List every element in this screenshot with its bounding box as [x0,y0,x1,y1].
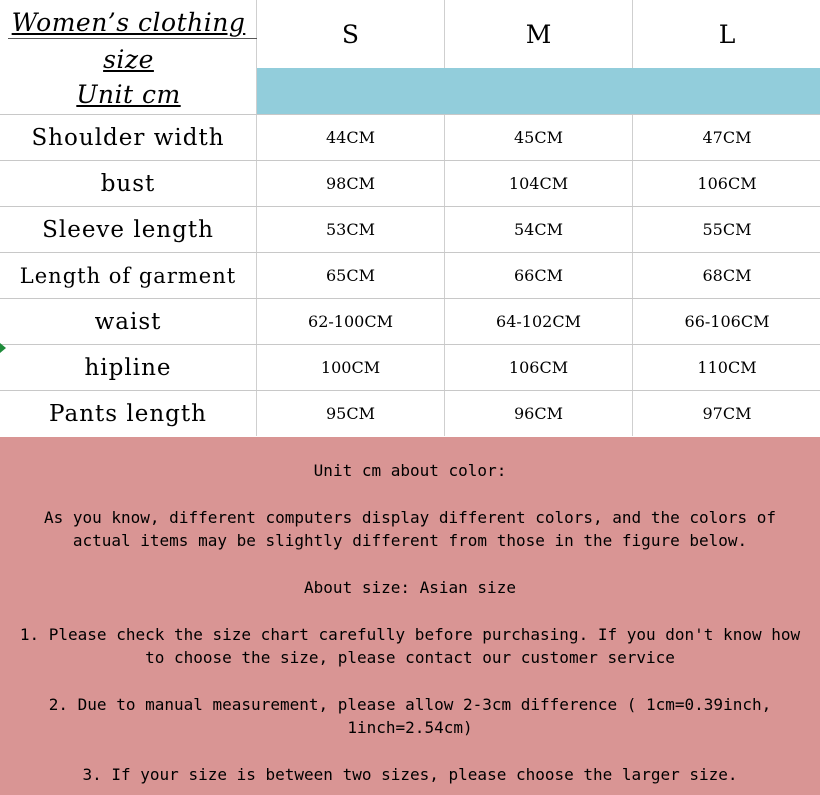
row-label: Sleeve length [0,207,257,252]
size-header-l: L [718,19,736,49]
row-label: waist [0,299,257,344]
table-row [0,298,820,344]
header-band [257,68,820,114]
value-l: 110CM [697,358,757,377]
value-l: 66-106CM [684,312,770,331]
value-m: 45CM [445,115,633,160]
row-label: Pants length [0,391,257,436]
value-s: 44CM [257,115,445,160]
value-m: 104CM [445,161,633,206]
row-label: hipline [0,345,257,390]
row-label: Shoulder width [0,115,257,160]
value-s: 95CM [257,391,445,436]
size-header-m: M [445,0,633,68]
row-label: Length of garment [0,253,257,298]
corner-mark [0,343,6,353]
value-l: 68CM [702,266,752,285]
note-size-heading: About size: Asian size [304,578,516,597]
value-s: 98CM [257,161,445,206]
row-label: bust [0,161,257,206]
table-row [0,252,820,298]
size-header-s: S [257,0,445,68]
value-l: 106CM [697,174,757,193]
table-row [0,114,820,160]
value-s: 100CM [257,345,445,390]
value-m: 96CM [445,391,633,436]
value-l: 97CM [702,404,752,423]
value-m: 66CM [445,253,633,298]
value-s: 53CM [257,207,445,252]
note-2: 2. Due to manual measurement, please allow 2-3cm difference ( 1cm=0.39inch, 1inch=2.54cm) [48,695,772,737]
note-1: 1. Please check the size chart carefully before purchasing. If you don't know how to choose the size, please contact our customer service [19,625,801,667]
table-row [0,390,820,437]
title-line-3: Unit cm [76,80,181,109]
table-row [0,344,820,390]
value-s: 65CM [257,253,445,298]
note-color-text: As you know, different computers display different colors, and the colors of actual items may be slightly different from those in the figure below. [43,508,777,550]
title-line-2: size [103,45,154,74]
note-color-heading: Unit cm about color: [313,461,507,480]
title-line-1: Women’s clothing [11,8,246,37]
value-m: 54CM [445,207,633,252]
value-s: 62-100CM [257,299,445,344]
value-l: 55CM [702,220,752,239]
table-row [0,206,820,252]
value-l: 47CM [702,128,752,147]
value-m: 64-102CM [445,299,633,344]
table-header [0,0,820,114]
size-notes-panel [0,437,820,795]
note-3: 3. If your size is between two sizes, please choose the larger size. [82,765,738,784]
value-m: 106CM [445,345,633,390]
title-cell [0,0,257,114]
table-row [0,160,820,206]
